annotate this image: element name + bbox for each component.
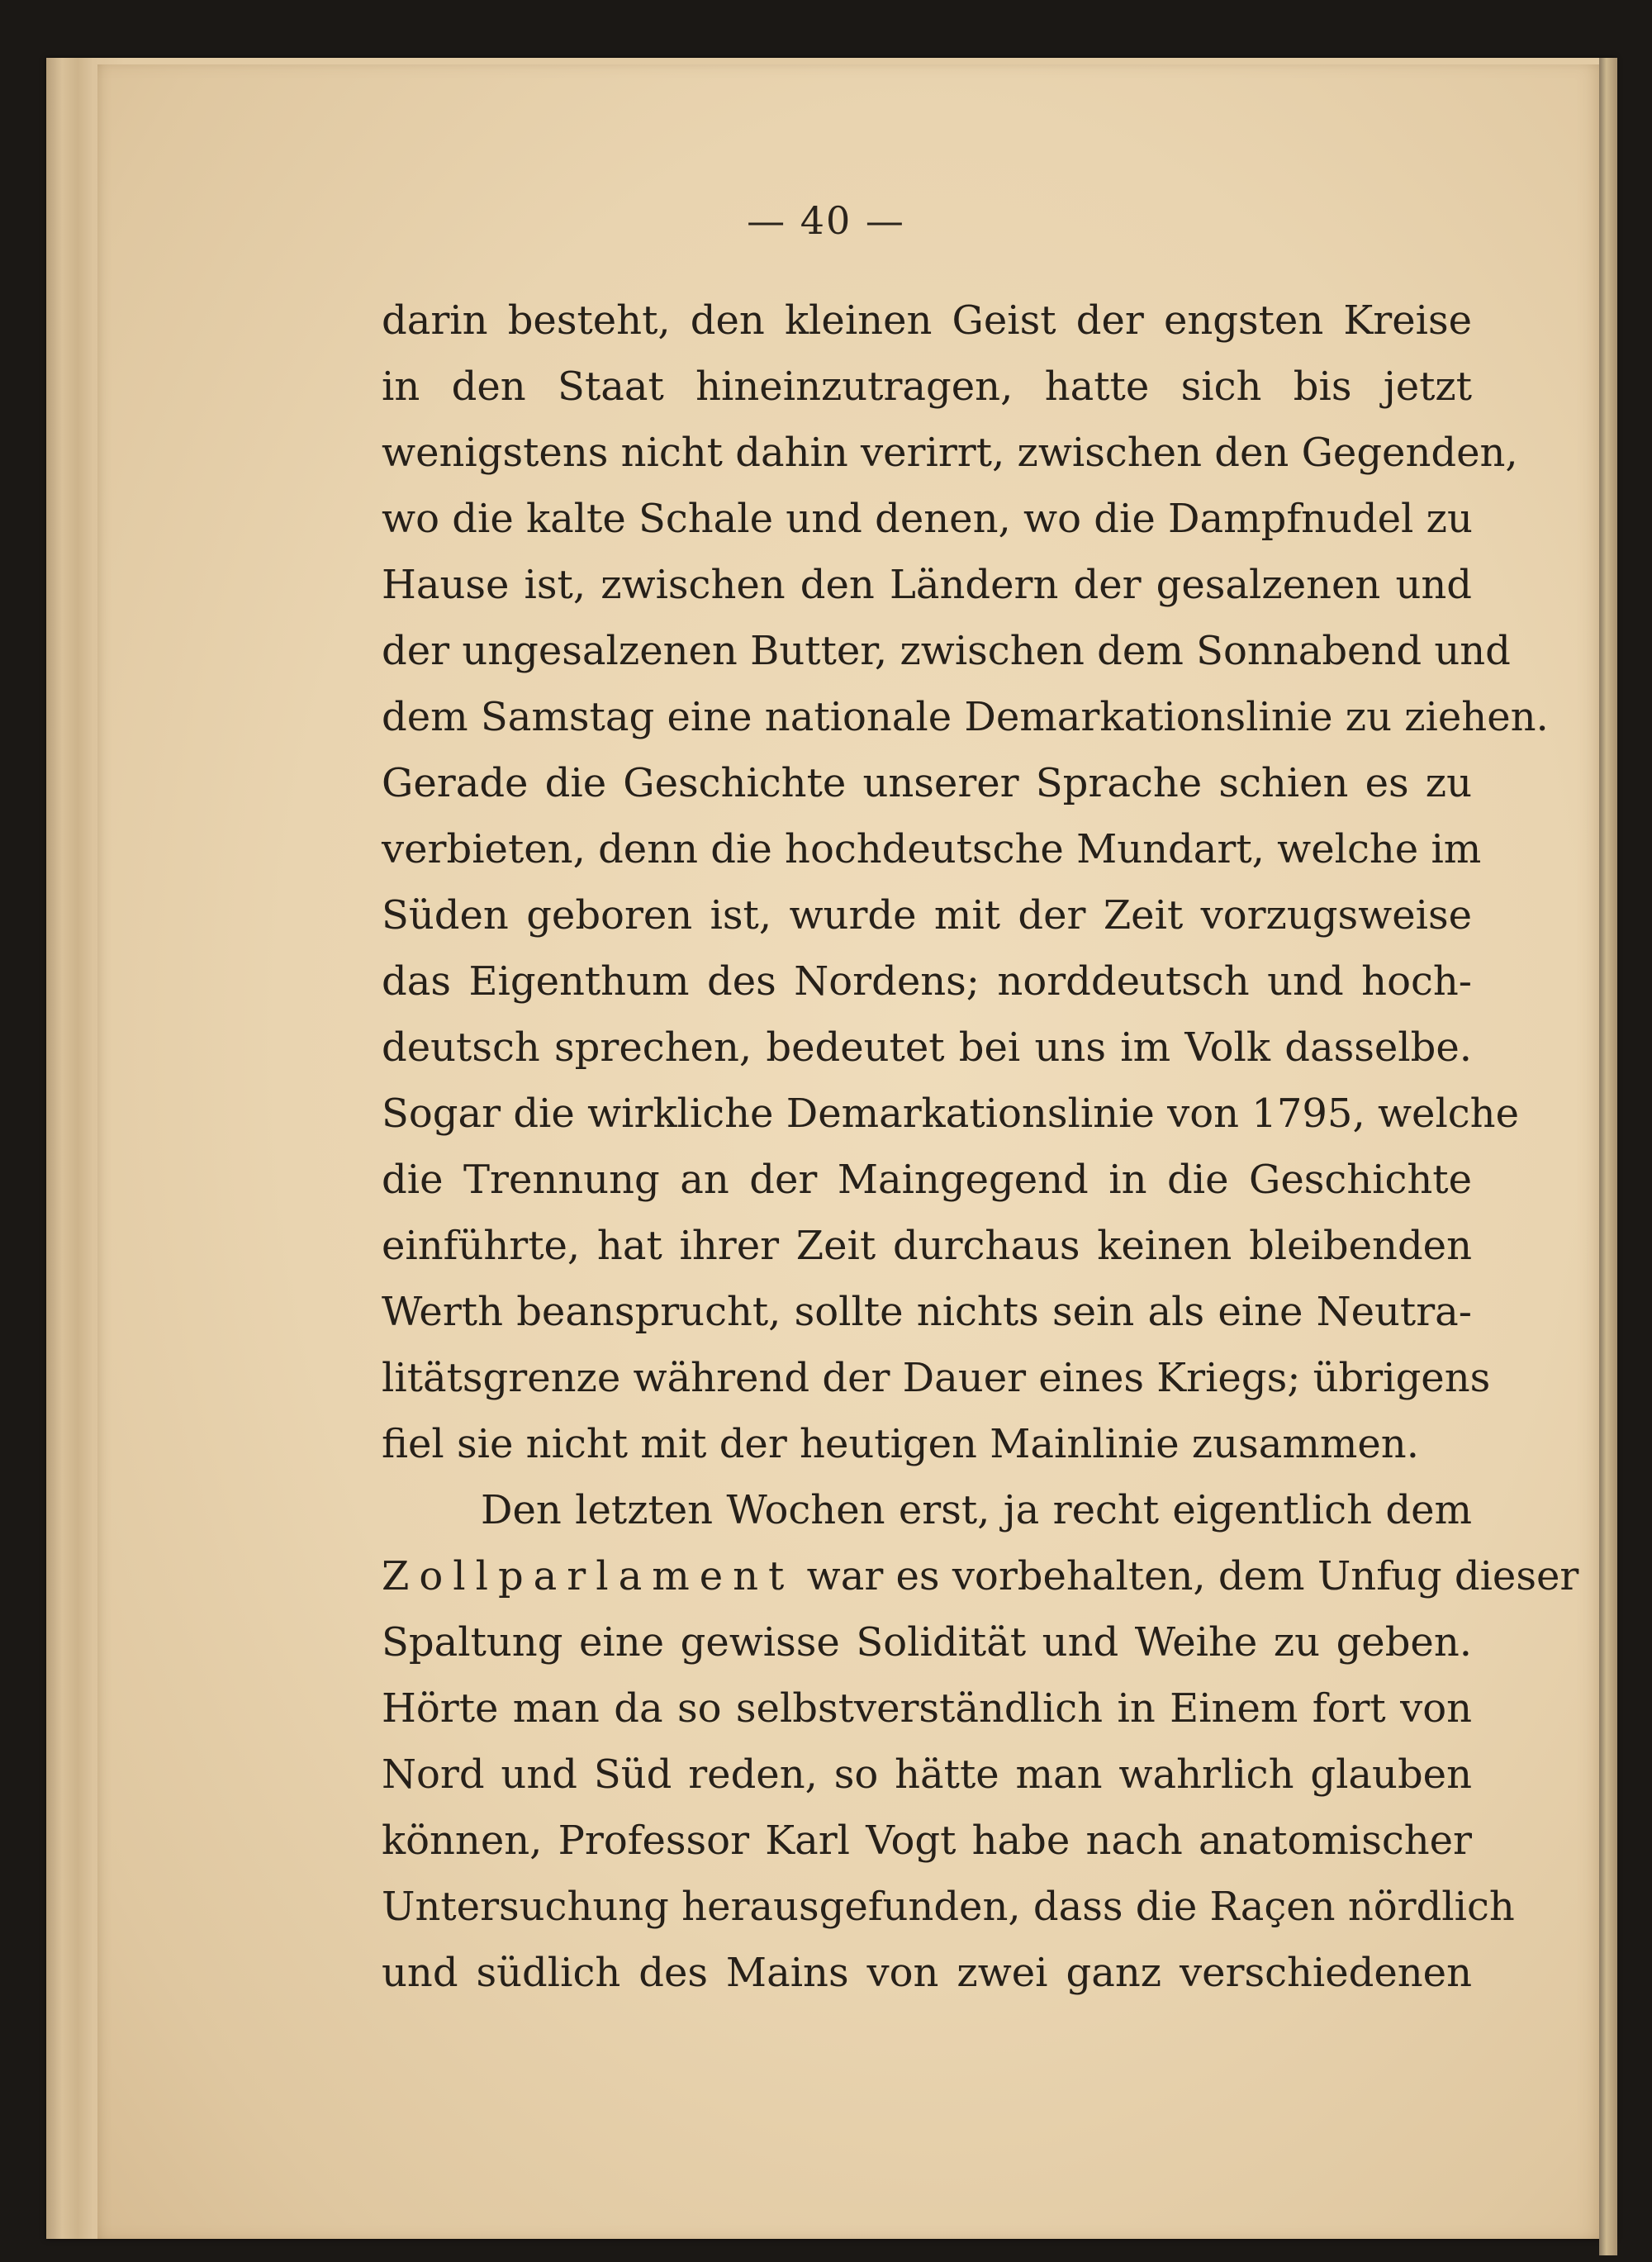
text-line: Werth beansprucht, sollte nichts sein als eine Neutra- bbox=[382, 1289, 1472, 1335]
text-line bbox=[382, 1543, 1579, 1609]
text-line: die Trennung an der Maingegend in die Geschichte bbox=[382, 1157, 1472, 1203]
text-line: fiel sie nicht mit der heutigen Mainlinie zusammen. bbox=[382, 1421, 1419, 1467]
body-text bbox=[382, 288, 1579, 2006]
text-line: einführte, hat ihrer Zeit durchaus keinen bleibenden bbox=[382, 1223, 1472, 1269]
paragraph-2 bbox=[382, 1477, 1579, 2006]
text-line: der ungesalzenen Butter, zwischen dem Sonnabend und bbox=[382, 628, 1511, 674]
text-line: litätsgrenze während der Dauer eines Kriegs; übrigens bbox=[382, 1355, 1491, 1401]
text-line: in den Staat hineinzutragen, hatte sich bis jetzt bbox=[382, 364, 1472, 410]
page-gutter-edge bbox=[1599, 58, 1617, 2255]
text-line: Gerade die Geschichte unserer Sprache schien es zu bbox=[382, 760, 1472, 806]
text-line: Den letzten Wochen erst, ja recht eigentlich dem bbox=[481, 1487, 1472, 1533]
text-line: verbieten, denn die hochdeutsche Mundart, welche im bbox=[382, 826, 1482, 872]
text-line: Untersuchung herausgefunden, dass die Raçen nördlich bbox=[382, 1884, 1515, 1930]
text-line: wo die kalte Schale und denen, wo die Dampfnudel zu bbox=[382, 496, 1473, 542]
paragraph-1 bbox=[382, 288, 1549, 1477]
text-line: dem Samstag eine nationale Demarkationslinie zu ziehen. bbox=[382, 694, 1549, 740]
text-line: Hörte man da so selbstverständlich in Einem fort von bbox=[382, 1685, 1472, 1732]
text-line-rest: war es vorbehalten, dem Unfug dieser bbox=[806, 1553, 1579, 1599]
spaced-word: Zollparlament bbox=[382, 1553, 795, 1599]
text-line: Nord und Süd reden, so hätte man wahrlich glauben bbox=[382, 1751, 1472, 1798]
text-line: Spaltung eine gewisse Solidität und Weihe zu geben. bbox=[382, 1619, 1472, 1666]
text-line: können, Professor Karl Vogt habe nach anatomischer bbox=[382, 1818, 1472, 1864]
page-number: — 40 — bbox=[747, 198, 905, 243]
text-line: darin besteht, den kleinen Geist der engsten Kreise bbox=[382, 297, 1472, 344]
text-line: wenigstens nicht dahin verirrt, zwischen den Gegenden, bbox=[382, 430, 1518, 476]
text-line: und südlich des Mains von zwei ganz verschiedenen bbox=[382, 1950, 1472, 1996]
text-line: Sogar die wirkliche Demarkationslinie von 1795, welche bbox=[382, 1091, 1519, 1137]
text-line: deutsch sprechen, bedeutet bei uns im Volk dasselbe. bbox=[382, 1024, 1472, 1071]
text-line: Hause ist, zwischen den Ländern der gesalzenen und bbox=[382, 562, 1472, 608]
text-line: das Eigenthum des Nordens; norddeutsch und hoch- bbox=[382, 958, 1472, 1005]
text-line: Süden geboren ist, wurde mit der Zeit vorzugsweise bbox=[382, 892, 1472, 939]
